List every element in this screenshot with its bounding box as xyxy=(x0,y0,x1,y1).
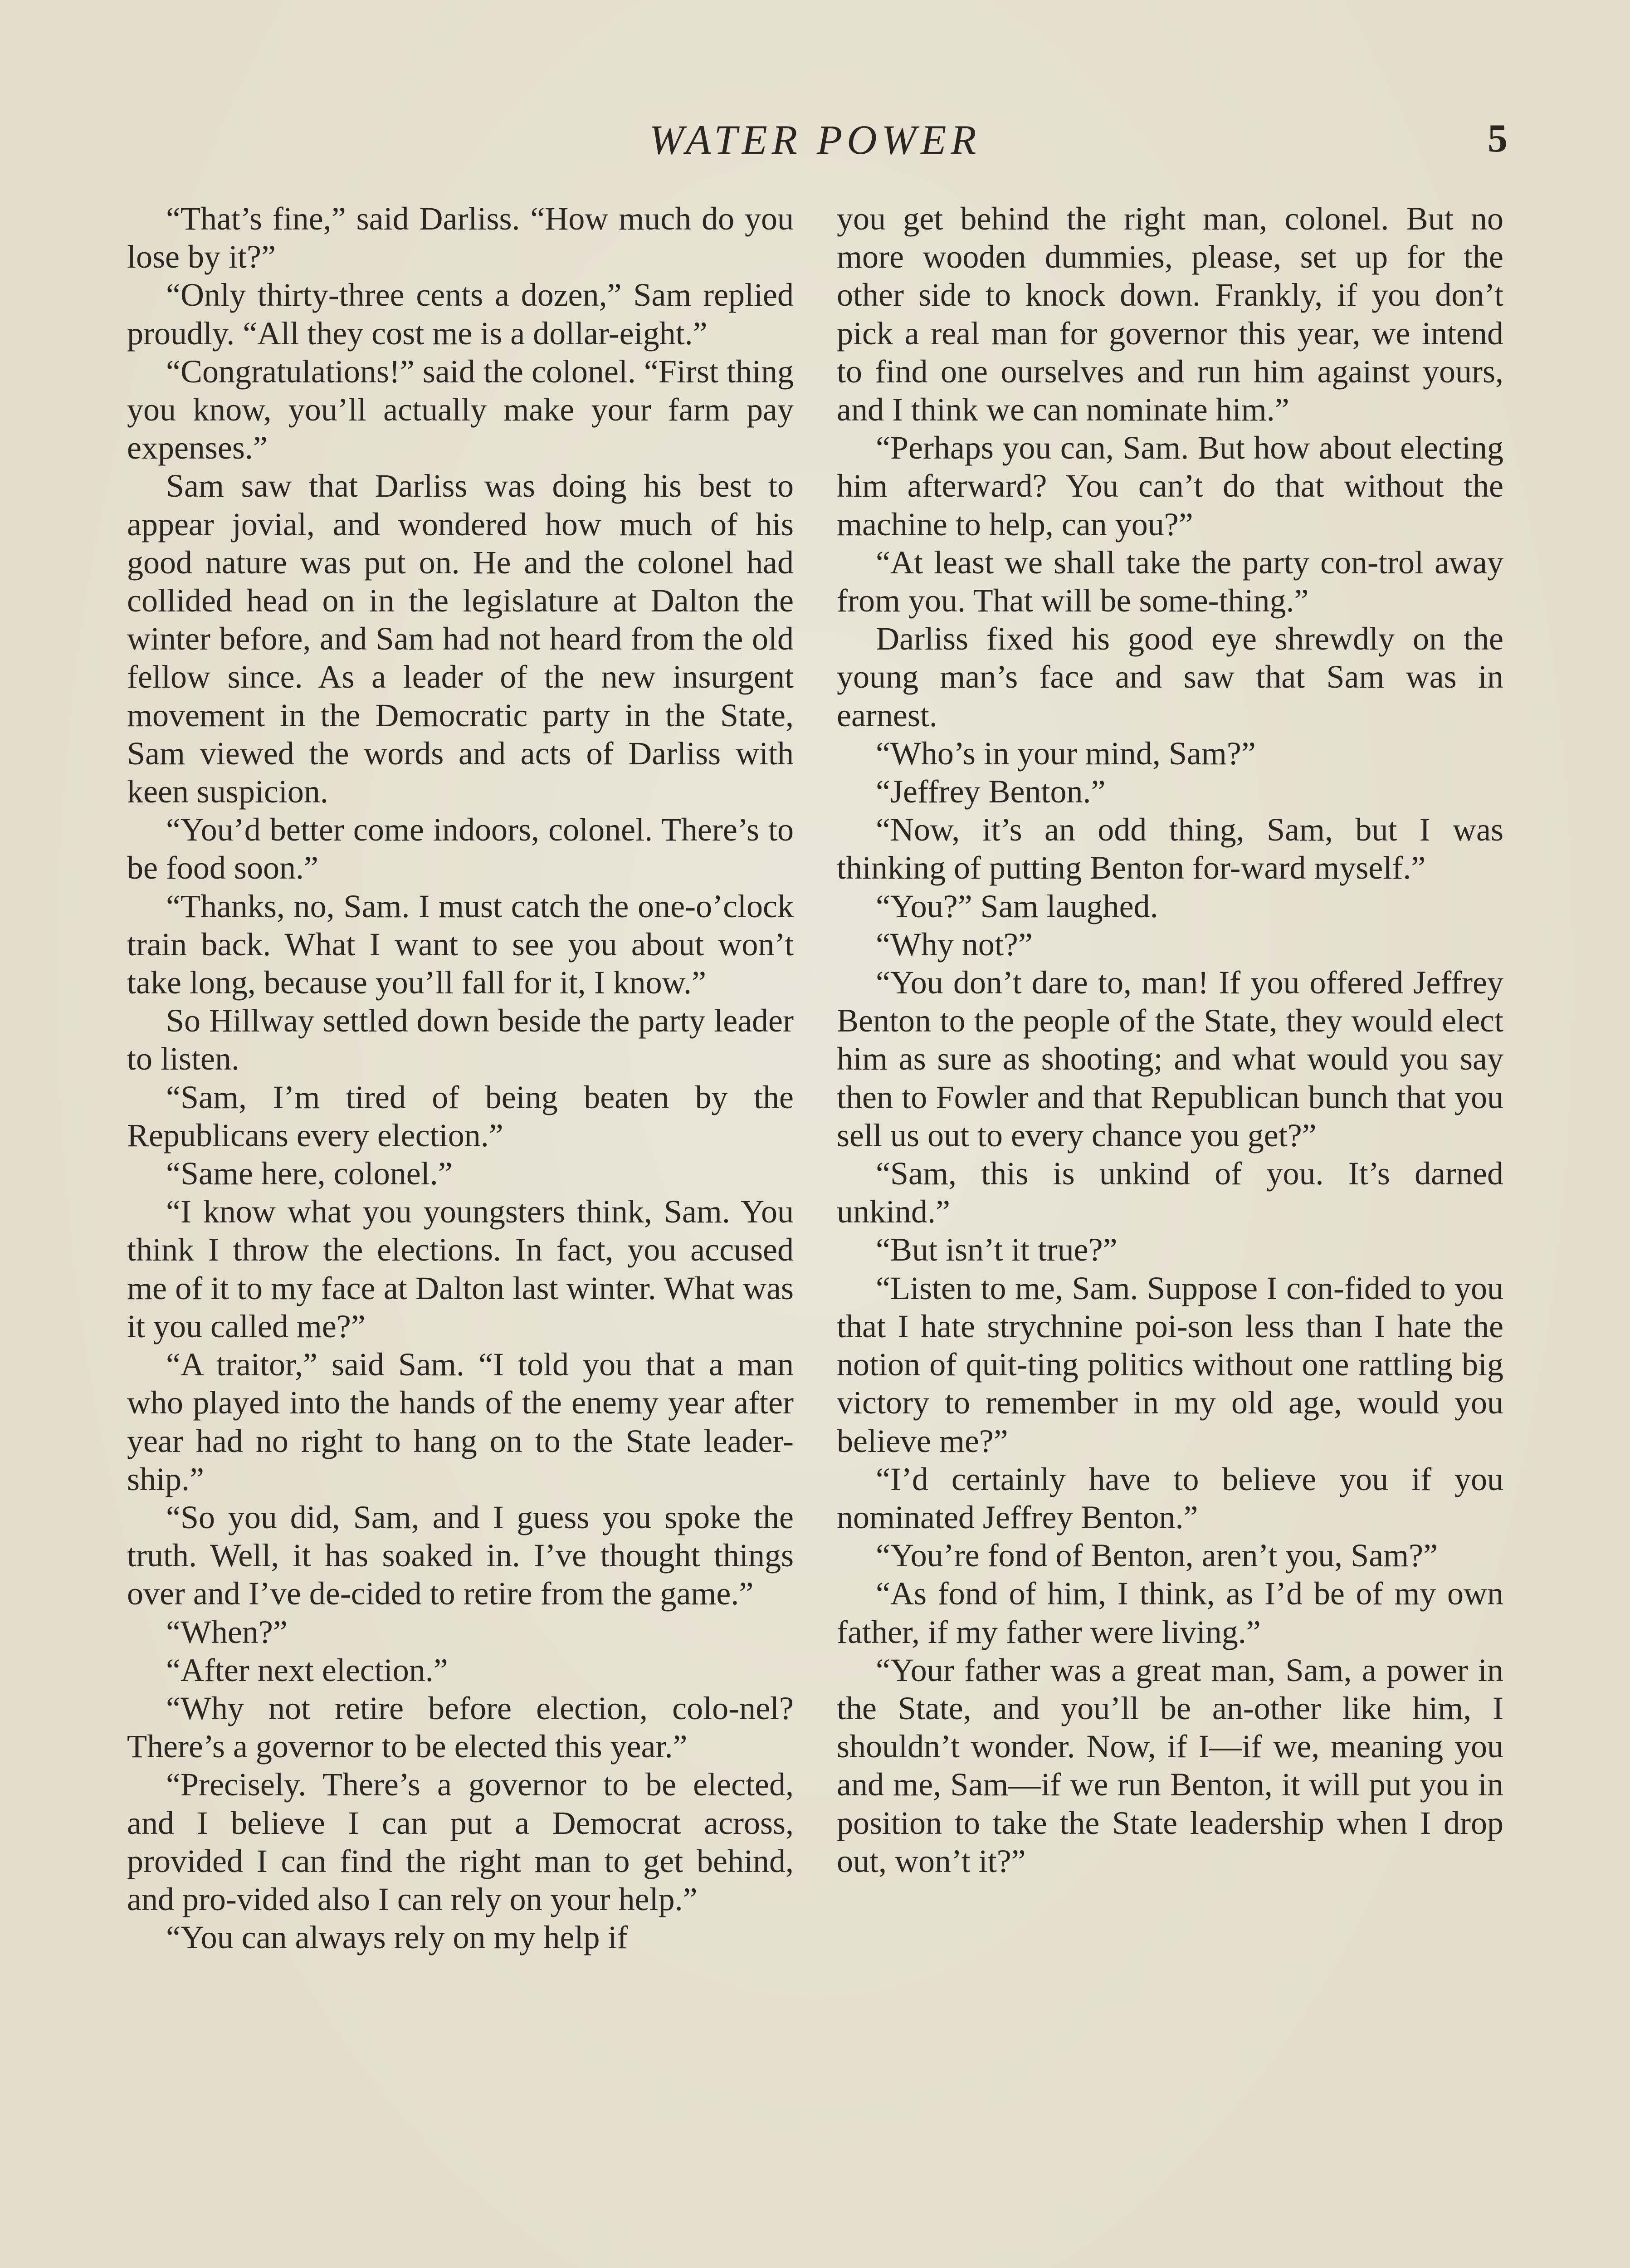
paragraph: “Now, it’s an odd thing, Sam, but I was thinking of putting Benton for-ward myself.” xyxy=(837,811,1503,886)
paragraph: “That’s fine,” said Darliss. “How much do you lose by it?” xyxy=(127,200,794,275)
page-number: 5 xyxy=(1488,117,1508,161)
paragraph: “When?” xyxy=(166,1613,288,1650)
paragraph: “I know what you youngsters think, Sam. You think I throw the elections. In fact, you accused me of it to my face at Dalton last winter. What was it you called me?” xyxy=(127,1193,794,1344)
paragraph: “Your father was a great man, Sam, a power in the State, and you’ll be an-other like him, I shouldn’t wonder. Now, if I—if we, meaning you and me, Sam—if we run Benton, it will put you in position to take the State leadership when I drop out, won’t it?” xyxy=(837,1652,1503,1879)
paragraph: “Sam, this is unkind of you. It’s darned unkind.” xyxy=(837,1155,1503,1230)
running-title: WATER POWER xyxy=(649,117,981,163)
paragraph: “I’d certainly have to believe you if you nominated Jeffrey Benton.” xyxy=(837,1461,1503,1535)
paragraph: “So you did, Sam, and I guess you spoke the truth. Well, it has soaked in. I’ve thought things over and I’ve de-cided to retire from the game.” xyxy=(127,1499,794,1612)
right-text-column xyxy=(837,200,1503,2268)
paragraph: “You don’t dare to, man! If you offered Jeffrey Benton to the people of the State, they would elect him as sure as shooting; and what would you say then to Fowler and that Republican bunch that you sell us out to every chance you get?” xyxy=(837,964,1503,1154)
paragraph: “At least we shall take the party con-trol away from you. That will be some-thing.” xyxy=(837,544,1503,619)
page-header xyxy=(0,116,1630,175)
paragraph: “You can always rely on my help if xyxy=(166,1919,628,1956)
paragraph: “But isn’t it true?” xyxy=(876,1232,1118,1268)
paragraph: “Listen to me, Sam. Suppose I con-fided to you that I hate strychnine poi-son less than I hate the notion of quit-ting politics without one rattling big victory to remember in my old age, would you believe me?” xyxy=(837,1270,1503,1459)
paragraph: “As fond of him, I think, as I’d be of my own father, if my father were living.” xyxy=(837,1575,1503,1650)
paragraph: “Jeffrey Benton.” xyxy=(876,773,1106,810)
paragraph: “A traitor,” said Sam. “I told you that a man who played into the hands of the enemy year after year had no right to hang on to the State leader-ship.” xyxy=(127,1346,794,1497)
paragraph: “Only thirty-three cents a dozen,” Sam replied proudly. “All they cost me is a dollar-eight.” xyxy=(127,277,794,352)
paragraph: “Why not?” xyxy=(876,926,1033,963)
paragraph: Sam saw that Darliss was doing his best to appear jovial, and wondered how much of his good nature was put on. He and the colonel had collided head on in the legislature at Dalton the winter before, and Sam had not heard from the old fellow since. As a leader of the new insurgent movement in the Democratic party in the State, Sam viewed the words and acts of Darliss with keen suspicion. xyxy=(127,468,794,810)
paragraph: “Why not retire before election, colo-nel? There’s a governor to be elected this year.” xyxy=(127,1690,794,1765)
paragraph: “You’re fond of Benton, aren’t you, Sam?” xyxy=(876,1537,1438,1574)
left-text-column xyxy=(127,200,794,2268)
paragraph: you get behind the right man, colonel. But no more wooden dummies, please, set up for the other side to knock down. Frankly, if you don’t pick a real man for governor this year, we intend to find one ourselves and run him against yours, and I think we can nominate him.” xyxy=(837,200,1503,428)
paragraph: “You’d better come indoors, colonel. There’s to be food soon.” xyxy=(127,811,794,886)
paragraph: So Hillway settled down beside the party leader to listen. xyxy=(127,1002,794,1077)
paragraph: “Congratulations!” said the colonel. “First thing you know, you’ll actually make your farm pay expenses.” xyxy=(127,353,794,466)
paragraph: “Sam, I’m tired of being beaten by the Republicans every election.” xyxy=(127,1079,794,1154)
paragraph: “You?” Sam laughed. xyxy=(876,888,1158,924)
paragraph: “Same here, colonel.” xyxy=(166,1155,453,1192)
paragraph: “Who’s in your mind, Sam?” xyxy=(876,735,1256,772)
paragraph: “Perhaps you can, Sam. But how about electing him afterward? You can’t do that without the machine to help, can you?” xyxy=(837,430,1503,543)
paragraph: “After next election.” xyxy=(166,1652,448,1688)
paragraph: “Thanks, no, Sam. I must catch the one-o’clock train back. What I want to see you about won’t take long, because you’ll fall for it, I know.” xyxy=(127,888,794,1001)
paragraph: Darliss fixed his good eye shrewdly on the young man’s face and saw that Sam was in earnest. xyxy=(837,621,1503,733)
paragraph: “Precisely. There’s a governor to be elected, and I believe I can put a Democrat across, provided I can find the right man to get behind, and pro-vided also I can rely on your help.” xyxy=(127,1766,794,1917)
